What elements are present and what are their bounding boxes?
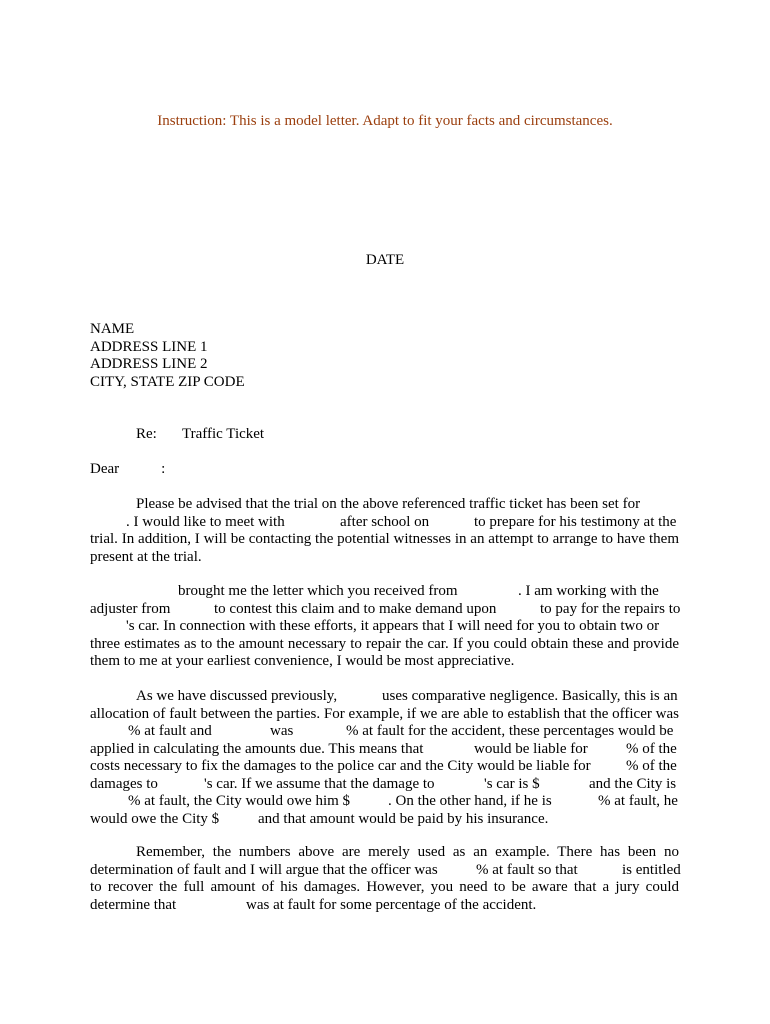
recipient-name: NAME: [90, 321, 135, 337]
p2-line-3: 's car. In connection with these efforts, it appears that I will need for you to obtain two or: [126, 618, 660, 634]
p3-line-8a: would owe the City $: [90, 810, 220, 827]
p3-line-8b: and that amount would be paid by his insurance.: [258, 810, 549, 827]
p1-line-2b: after school on: [340, 513, 430, 530]
p1-line-3: trial. In addition, I will be contacting the potential witnesses in an attempt to arrange to have them: [90, 531, 679, 547]
instruction-note: Instruction: This is a model letter. Adapt to fit your facts and circumstances.: [157, 113, 613, 129]
p2-line-1a: brought me the letter which you received from: [178, 583, 458, 599]
p2-line-1b: . I am working with the: [518, 583, 659, 599]
p3-line-4b: would be liable for: [474, 740, 588, 757]
address-line-1: ADDRESS LINE 1: [90, 338, 208, 355]
p3-line-5b: % of the: [626, 758, 677, 774]
p1-line-2c: to prepare for his testimony at the: [474, 513, 677, 530]
p1-line-1: Please be advised that the trial on the above referenced traffic ticket has been set for: [136, 496, 641, 512]
p3-line-3a: % at fault and: [128, 723, 212, 739]
p3-line-6c: 's car is $: [484, 775, 540, 792]
p3-line-7b: . On the other hand, if he is: [388, 793, 552, 809]
address-city-state-zip: CITY, STATE ZIP CODE: [90, 373, 245, 390]
p2-line-4: three estimates as to the amount necessary to repair the car. If you could obtain these and provide: [90, 635, 679, 652]
p4-line-3: to recover the full amount of his damages. However, you need to be aware that a jury could: [90, 879, 679, 895]
re-subject: Traffic Ticket: [182, 426, 265, 442]
p3-line-7a: % at fault, the City would owe him $: [128, 793, 351, 809]
salutation-colon: :: [161, 461, 166, 477]
p4-line-2a: determination of fault and I will argue that the officer was: [90, 861, 438, 878]
p4-line-1: Remember, the numbers above are merely used as an example. There has been no: [136, 844, 679, 860]
address-line-2: ADDRESS LINE 2: [90, 356, 208, 372]
p3-line-3c: % at fault for the accident, these percentages would be: [346, 723, 674, 739]
p3-line-4c: % of the: [626, 740, 677, 757]
paragraph-comparative-negligence: [90, 688, 679, 828]
p3-line-6b: 's car. If we assume that the damage to: [204, 775, 435, 792]
p1-line-4: present at the trial.: [90, 548, 202, 565]
p2-line-2b: to contest this claim and to make demand upon: [214, 600, 497, 617]
p4-line-2b: % at fault so that: [476, 861, 578, 878]
p3-line-1b: uses comparative negligence. Basically, this is an: [382, 688, 678, 704]
p3-line-6d: and the City is: [589, 775, 677, 792]
paragraph-adjuster: [90, 583, 679, 671]
p3-line-7c: % at fault, he: [598, 793, 678, 809]
paragraph-reminder: [90, 844, 679, 914]
p2-line-2c: to pay for the repairs to: [540, 600, 681, 617]
p3-line-6a: damages to: [90, 775, 158, 792]
p3-line-1a: As we have discussed previously,: [136, 688, 338, 704]
p3-line-2: allocation of fault between the parties. For example, if we are able to establish that the officer was: [90, 705, 679, 722]
p4-line-2c: is entitled: [622, 861, 681, 878]
salutation-dear: Dear: [90, 461, 120, 477]
p3-line-4a: applied in calculating the amounts due. This means that: [90, 740, 424, 757]
p4-line-4a: determine that: [90, 896, 177, 913]
p3-line-3b: was: [270, 723, 294, 739]
recipient-address-block: [90, 321, 245, 391]
p2-line-5: them to me at your earliest convenience, I would be most appreciative.: [90, 653, 515, 669]
paragraph-trial-date: [90, 496, 679, 566]
re-label: Re:: [136, 426, 157, 442]
p1-line-2a: . I would like to meet with: [126, 513, 285, 530]
p4-line-4b: was at fault for some percentage of the accident.: [246, 896, 537, 913]
p2-line-2a: adjuster from: [90, 600, 171, 617]
salutation: [90, 461, 165, 478]
date-field: DATE: [365, 252, 405, 268]
p3-line-5a: costs necessary to fix the damages to the police car and the City would be liable for: [90, 758, 591, 774]
